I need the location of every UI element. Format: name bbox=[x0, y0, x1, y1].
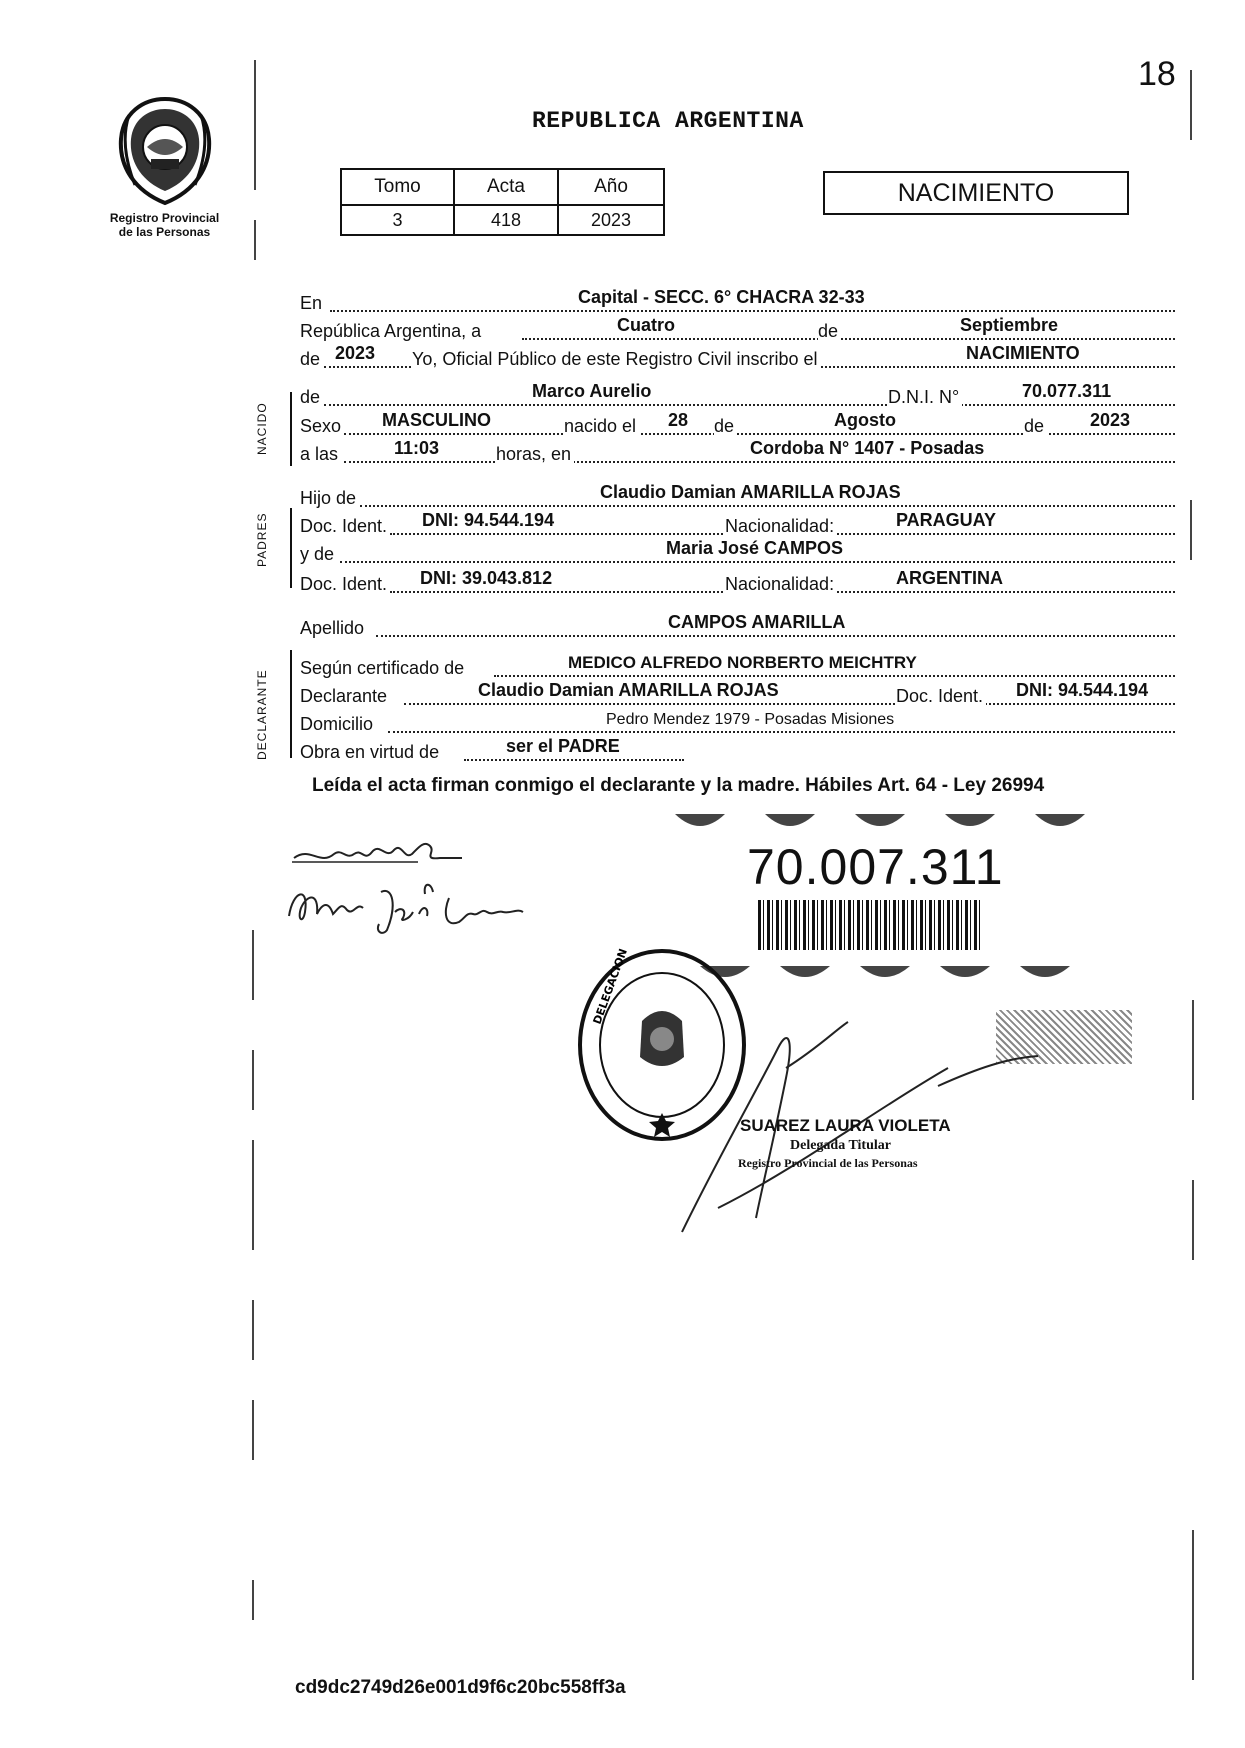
label-de-mes: de bbox=[714, 416, 737, 437]
barcode bbox=[758, 900, 983, 950]
label-oficial: Yo, Oficial Público de este Registro Civil inscribo el bbox=[412, 349, 821, 370]
value-lugar-nac: Cordoba N° 1407 - Posadas bbox=[750, 438, 985, 458]
provincial-seal-icon bbox=[115, 95, 215, 207]
row-obra bbox=[300, 736, 700, 764]
svg-text:DELEGACION: DELEGACION bbox=[590, 946, 630, 1027]
label-certificado: Según certificado de bbox=[300, 658, 467, 679]
side-label-nacido: NACIDO bbox=[255, 402, 269, 455]
dotted-line bbox=[494, 675, 1175, 677]
row-republica bbox=[300, 315, 1175, 343]
dotted-line bbox=[376, 635, 1175, 637]
margin-mark bbox=[1190, 500, 1192, 560]
value-certificado: MEDICO ALFREDO NORBERTO MEICHTRY bbox=[568, 653, 917, 672]
margin-mark bbox=[252, 1300, 254, 1360]
label-a-las: a las bbox=[300, 444, 341, 465]
label-dni: D.N.I. N° bbox=[888, 387, 962, 408]
label-de-anio-nac: de bbox=[1024, 416, 1047, 437]
value-domicilio: Pedro Mendez 1979 - Posadas Misiones bbox=[606, 711, 895, 728]
margin-mark bbox=[252, 1050, 254, 1110]
margin-mark bbox=[1192, 1530, 1194, 1680]
document-hash: cd9dc2749d26e001d9f6c20bc558ff3a bbox=[295, 1677, 626, 1698]
value-madre-doc: DNI: 39.043.812 bbox=[420, 568, 553, 588]
value-tipo-inscripcion: NACIMIENTO bbox=[966, 343, 1080, 363]
margin-mark bbox=[1190, 70, 1192, 140]
registry-logo bbox=[92, 95, 237, 239]
dotted-line bbox=[360, 505, 1175, 507]
margin-mark bbox=[1192, 1000, 1194, 1100]
value-dia-nac: 28 bbox=[668, 410, 689, 430]
row-apellido bbox=[300, 612, 1175, 640]
logo-caption-line1: Registro Provincial bbox=[109, 211, 220, 225]
margin-mark bbox=[1192, 1180, 1194, 1260]
value-obra: ser el PADRE bbox=[506, 736, 620, 756]
label-republica: República Argentina, a bbox=[300, 321, 484, 342]
label-declarante: Declarante bbox=[300, 686, 390, 707]
security-band-bottom bbox=[690, 962, 1120, 988]
value-anio-nac: 2023 bbox=[1090, 410, 1131, 430]
margin-mark bbox=[254, 60, 256, 190]
signature-1 bbox=[290, 832, 465, 872]
value-declarante-doc: DNI: 94.544.194 bbox=[1016, 680, 1149, 700]
margin-mark bbox=[252, 1400, 254, 1460]
security-band-top bbox=[665, 810, 1125, 836]
dotted-line bbox=[324, 404, 1175, 406]
value-lugar: Capital - SECC. 6° CHACRA 32-33 bbox=[578, 287, 865, 307]
value-mes-registro: Septiembre bbox=[960, 315, 1059, 335]
label-doc-declarante: Doc. Ident. bbox=[896, 686, 986, 707]
label-apellido: Apellido bbox=[300, 618, 367, 639]
side-label-declarante: DECLARANTE bbox=[255, 669, 269, 760]
margin-mark bbox=[252, 1580, 254, 1620]
padres-bracket bbox=[290, 508, 292, 588]
label-domicilio: Domicilio bbox=[300, 714, 376, 735]
value-tomo: 3 bbox=[341, 205, 454, 235]
dotted-line bbox=[344, 461, 1175, 463]
margin-mark bbox=[252, 1140, 254, 1250]
label-obra: Obra en virtud de bbox=[300, 742, 442, 763]
margin-mark bbox=[254, 220, 256, 260]
row-anio bbox=[300, 343, 1175, 371]
label-de-nombre: de bbox=[300, 387, 323, 408]
dotted-line bbox=[344, 433, 1175, 435]
dotted-line bbox=[340, 561, 1175, 563]
value-declarante: Claudio Damian AMARILLA ROJAS bbox=[478, 680, 779, 700]
value-padre-doc: DNI: 94.544.194 bbox=[422, 510, 555, 530]
label-en: En bbox=[300, 293, 325, 314]
label-de-anio: de bbox=[300, 349, 323, 370]
label-horas: horas, en bbox=[496, 444, 574, 465]
value-padre-nac: PARAGUAY bbox=[896, 510, 997, 530]
label-doc-padre: Doc. Ident. bbox=[300, 516, 390, 537]
row-declarante bbox=[300, 680, 1175, 708]
row-nombre bbox=[300, 381, 1175, 409]
value-dni: 70.077.311 bbox=[1022, 381, 1112, 401]
value-apellido: CAMPOS AMARILLA bbox=[668, 612, 846, 632]
row-hora bbox=[300, 438, 1175, 466]
side-label-padres: PADRES bbox=[255, 512, 269, 567]
value-mes-nac: Agosto bbox=[834, 410, 896, 430]
nacido-bracket bbox=[290, 392, 292, 466]
margin-mark bbox=[252, 930, 254, 1000]
label-de: de bbox=[818, 321, 841, 342]
label-y-de: y de bbox=[300, 544, 337, 565]
logo-caption bbox=[92, 211, 237, 239]
row-padre bbox=[300, 482, 1175, 510]
label-hijo: Hijo de bbox=[300, 488, 359, 509]
value-hora: 11:03 bbox=[394, 438, 440, 458]
page-number: 18 bbox=[1138, 55, 1176, 93]
signature-2 bbox=[283, 872, 528, 942]
label-doc-madre: Doc. Ident. bbox=[300, 574, 390, 595]
value-madre: Maria José CAMPOS bbox=[666, 538, 844, 558]
declarante-bracket bbox=[290, 650, 292, 758]
label-sexo: Sexo bbox=[300, 416, 344, 437]
header-acta: Acta bbox=[454, 169, 558, 205]
row-padre-doc bbox=[300, 510, 1175, 538]
reference-value-row bbox=[341, 205, 664, 235]
dotted-line bbox=[388, 731, 1175, 733]
document-title: REPUBLICA ARGENTINA bbox=[532, 108, 804, 134]
value-madre-nac: ARGENTINA bbox=[896, 568, 1003, 588]
row-madre-doc bbox=[300, 568, 1175, 596]
value-sexo: MASCULINO bbox=[382, 410, 491, 430]
official-org: Registro Provincial de las Personas bbox=[738, 1156, 918, 1170]
value-acta: 418 bbox=[454, 205, 558, 235]
label-nacionalidad-padre: Nacionalidad: bbox=[725, 516, 837, 537]
dotted-line bbox=[464, 759, 684, 761]
header-tomo: Tomo bbox=[341, 169, 454, 205]
value-anio-registro: 2023 bbox=[335, 343, 376, 363]
dni-stamp-number: 70.007.311 bbox=[747, 839, 1004, 895]
official-name: SUAREZ LAURA VIOLETA bbox=[740, 1116, 951, 1135]
row-sexo bbox=[300, 410, 1175, 438]
record-type-box: NACIMIENTO bbox=[823, 171, 1129, 215]
value-anio: 2023 bbox=[558, 205, 664, 235]
value-dia-registro: Cuatro bbox=[617, 315, 675, 335]
official-role: Delegada Titular bbox=[790, 1138, 891, 1153]
header-anio: Año bbox=[558, 169, 664, 205]
label-nacido: nacido el bbox=[564, 416, 639, 437]
value-padre: Claudio Damian AMARILLA ROJAS bbox=[600, 482, 901, 502]
reference-header-row bbox=[341, 169, 664, 205]
dotted-line bbox=[330, 310, 1175, 312]
logo-caption-line2: de las Personas bbox=[118, 225, 211, 239]
label-nacionalidad-madre: Nacionalidad: bbox=[725, 574, 837, 595]
closing-text: Leída el acta firman conmigo el declarante y la madre. Hábiles Art. 64 - Ley 26994 bbox=[312, 775, 1045, 796]
reference-table bbox=[340, 168, 665, 236]
dotted-line bbox=[522, 338, 1175, 340]
row-en bbox=[300, 287, 1175, 315]
dotted-line bbox=[404, 703, 1175, 705]
value-nombre: Marco Aurelio bbox=[532, 381, 652, 401]
row-certificado bbox=[300, 652, 1175, 680]
row-madre bbox=[300, 538, 1175, 566]
row-domicilio bbox=[300, 708, 1175, 736]
